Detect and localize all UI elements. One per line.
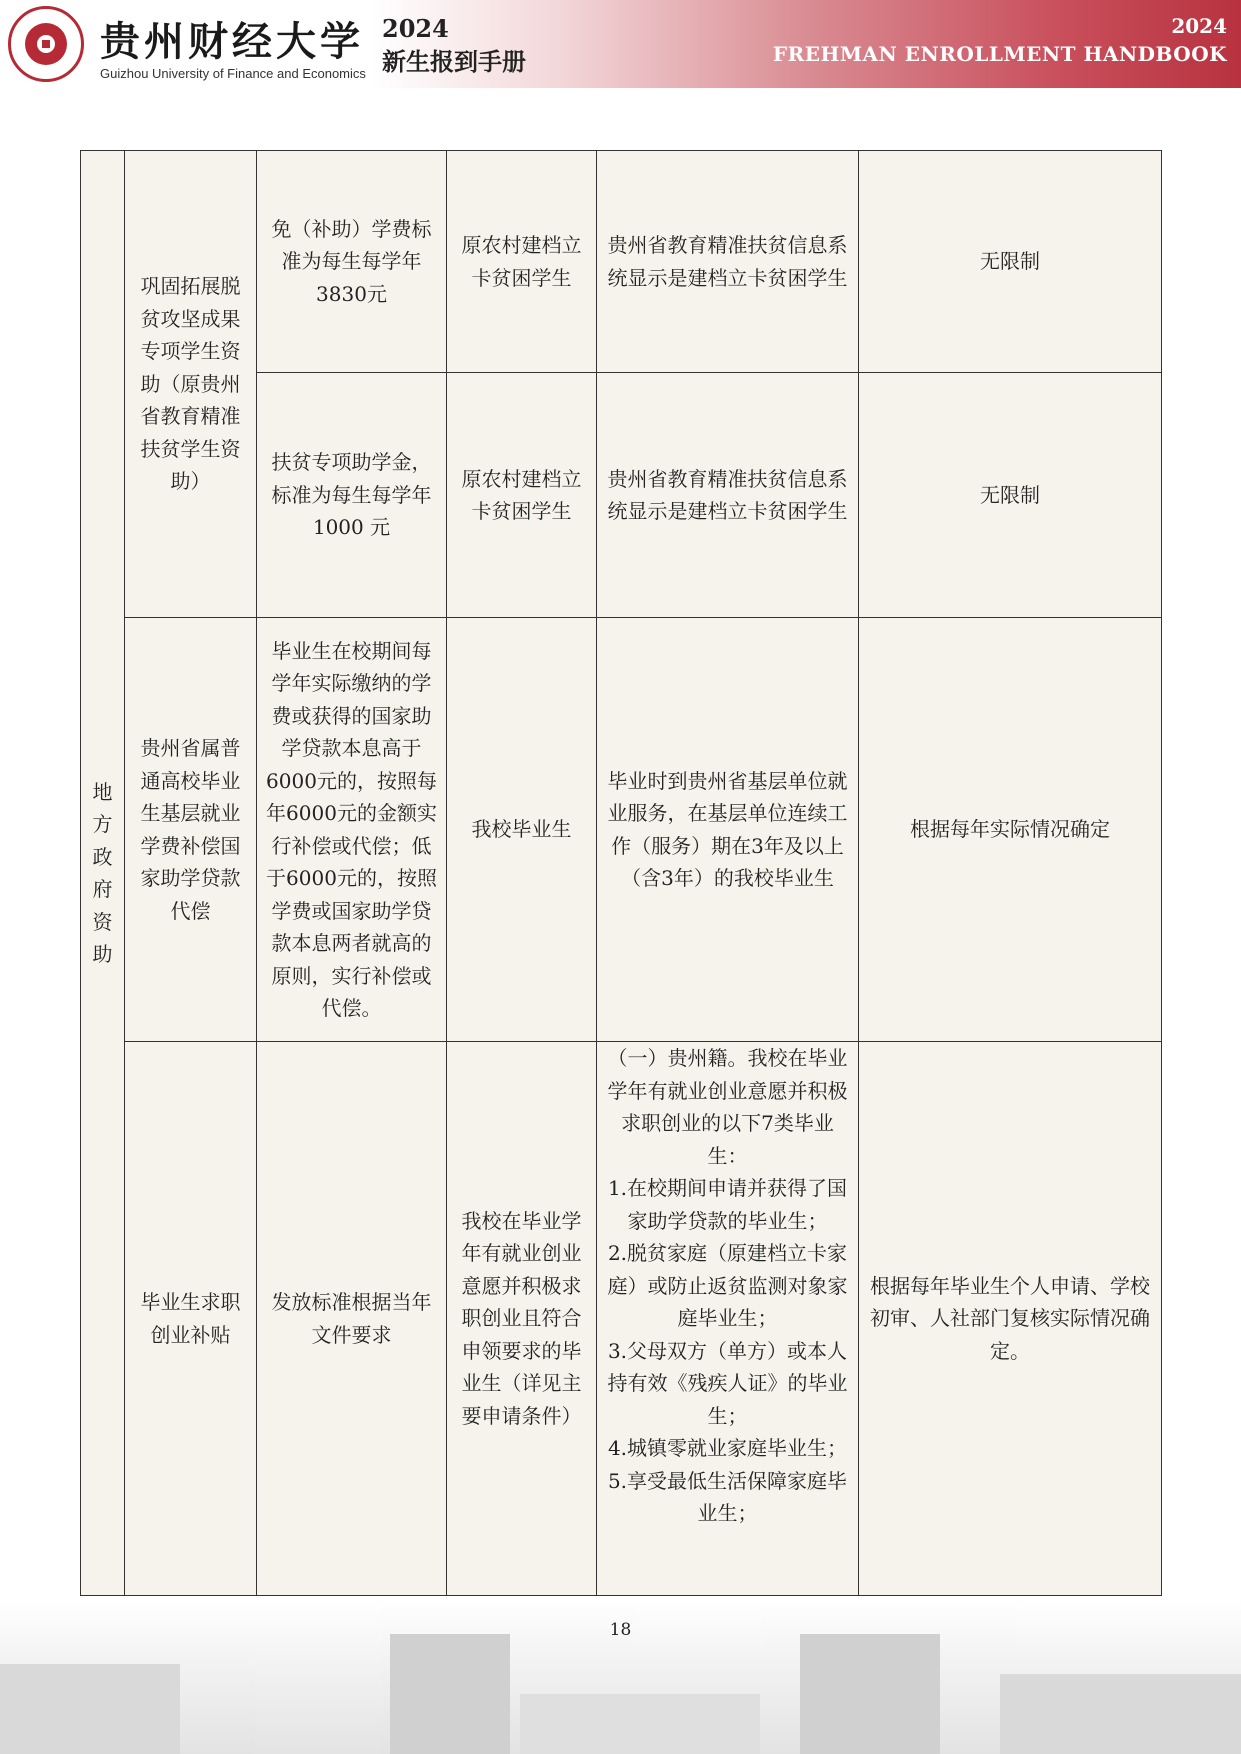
project-cell: 毕业生求职创业补贴 — [125, 1042, 257, 1596]
school-name-cn: 贵州财经大学 — [100, 18, 364, 65]
standard-cell: 毕业生在校期间每学年实际缴纳的学费或获得的国家助学贷款本息高于6000元的，按照每年6000元的金额实行补偿或代偿；低于6000元的，按照学费或国家助学贷款本息两者就高的原则，实行补偿或代偿。 — [257, 618, 447, 1042]
condition-cell: 贵州省教育精准扶贫信息系统显示是建档立卡贫困学生 — [597, 151, 859, 373]
standard-cell: 免（补助）学费标准为每生每学年3830元 — [257, 151, 447, 373]
handbook-year: 2024 — [382, 14, 449, 43]
condition-cell: 毕业时到贵州省基层单位就业服务，在基层单位连续工作（服务）期在3年及以上（含3年）的我校毕业生 — [597, 618, 859, 1042]
project-cell: 巩固拓展脱贫攻坚成果专项学生资助（原贵州省教育精准扶贫学生资助） — [125, 151, 257, 618]
category-label: 地 方 政 府 资 助 — [92, 779, 113, 966]
target-cell: 我校在毕业学年有就业创业意愿并积极求职创业且符合申领要求的毕业生（详见主要申请条件） — [447, 1042, 597, 1596]
quota-cell: 根据每年毕业生个人申请、学校初审、人社部门复核实际情况确定。 — [859, 1042, 1162, 1596]
category-cell — [81, 151, 125, 1596]
header-right-year: 2024 — [1171, 14, 1227, 38]
table-row — [81, 1042, 1162, 1596]
standard-cell: 发放标准根据当年文件要求 — [257, 1042, 447, 1596]
quota-cell: 无限制 — [859, 151, 1162, 373]
target-cell: 我校毕业生 — [447, 618, 597, 1042]
handbook-title: 新生报到手册 — [382, 47, 526, 76]
aid-table — [80, 150, 1162, 1596]
project-cell: 贵州省属普通高校毕业生基层就业学费补偿国家助学贷款代偿 — [125, 618, 257, 1042]
school-name-en: Guizhou University of Finance and Economics — [100, 66, 366, 81]
condition-cell: （一）贵州籍。我校在毕业学年有就业创业意愿并积极求职创业的以下7类毕业生： 1.在校期间申请并获得了国家助学贷款的毕业生； 2.脱贫家庭（原建档立卡家庭）或防止返贫监测对象家庭毕业生； 3.父母双方（单方）或本人持有效《残疾人证》的毕业生； 4.城镇零就业家庭毕业生； 5.享受最低生活保障家庭毕业生； — [597, 1042, 859, 1596]
table-row — [81, 618, 1162, 1042]
quota-cell: 无限制 — [859, 373, 1162, 618]
quota-cell: 根据每年实际情况确定 — [859, 618, 1162, 1042]
page-header — [0, 0, 1241, 88]
condition-cell: 贵州省教育精准扶贫信息系统显示是建档立卡贫困学生 — [597, 373, 859, 618]
target-cell: 原农村建档立卡贫困学生 — [447, 151, 597, 373]
page-number: 18 — [609, 1620, 632, 1640]
university-seal-logo — [8, 6, 84, 82]
header-right-title: FREHMAN ENROLLMENT HANDBOOK — [772, 42, 1227, 66]
table-row — [81, 151, 1162, 373]
standard-cell: 扶贫专项助学金，标准为每生每学年 1000 元 — [257, 373, 447, 618]
target-cell: 原农村建档立卡贫困学生 — [447, 373, 597, 618]
